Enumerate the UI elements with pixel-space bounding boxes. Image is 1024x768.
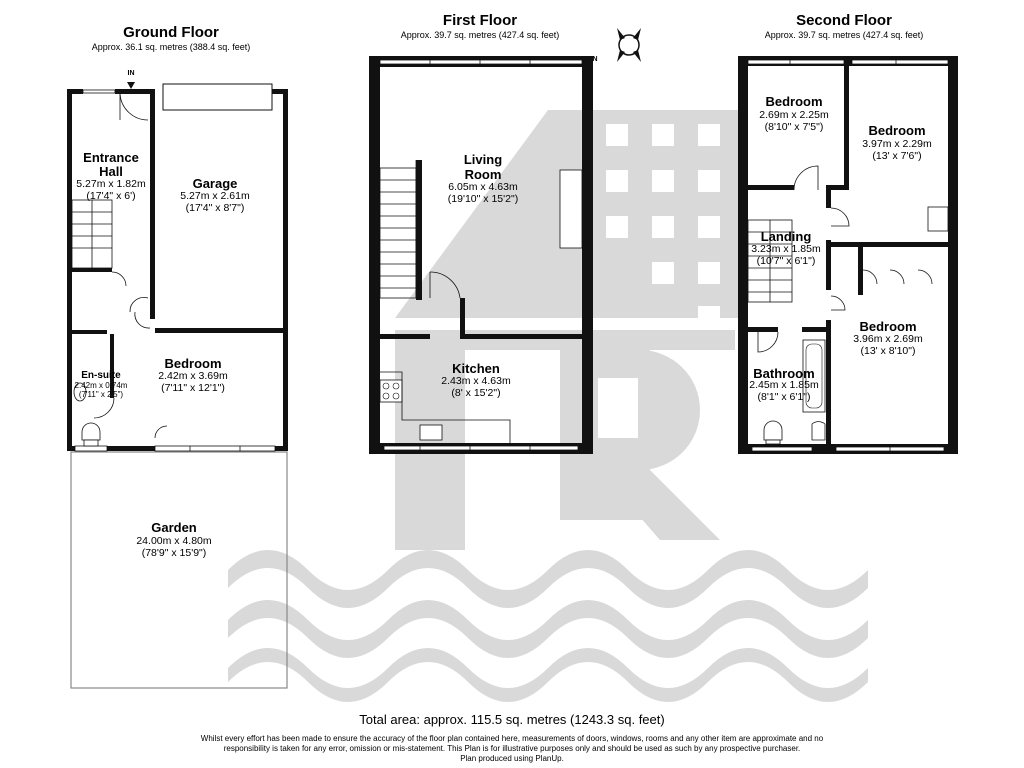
garage-name: Garage [192,176,238,191]
garden-metric: 24.00m x 4.80m [136,535,212,547]
bedroom-b-metric: 3.97m x 2.29m [862,138,932,150]
entrance-hall-name-line2: Hall [99,164,123,179]
en-suite-metric: 2.42m x 0.74m [74,381,128,390]
second-floor-title: Second Floor [796,12,892,29]
living-room-name-line1: Living [463,152,503,167]
bathroom-name: Bathroom [753,366,815,381]
entrance-hall-metric: 5.27m x 1.82m [76,178,146,190]
ground-floor-title: Ground Floor [123,24,219,41]
living-room-name-line2: Room [464,167,502,182]
garden-imperial: (78'9" x 15'9") [141,547,207,559]
compass-icon [617,28,641,62]
disclaimer-line-1: Whilst every effort has been made to ensure the accuracy of the floor plan contained here, measurements of doors, windows, rooms and any other item are approximate and no [200,734,824,743]
bedroom-b-name: Bedroom [868,123,926,138]
first-floor-title: First Floor [442,12,518,29]
kitchen-name: Kitchen [452,361,500,376]
entrance-in-label: IN [127,70,135,77]
bedroom-a-imperial: (8'10" x 7'5") [764,121,824,133]
garage-imperial: (17'4" x 8'7") [185,202,245,214]
garden-name: Garden [151,520,197,535]
bedroom-c-name: Bedroom [859,319,917,334]
disclaimer-line-2: responsibility is taken for any error, omission or mis-statement. This Plan is for illustrative purposes only and should be used as such by any prospective purchaser. [223,744,801,753]
en-suite-imperial: (7'11" x 2'5") [78,390,124,399]
bedroom-c-metric: 3.96m x 2.69m [853,333,923,345]
living-room-metric: 6.05m x 4.63m [448,181,518,193]
ground-bedroom-name: Bedroom [164,356,222,371]
watermark-logo [228,110,868,702]
ground-bedroom-metric: 2.42m x 3.69m [158,370,228,382]
total-area: Total area: approx. 115.5 sq. metres (1243.3 sq. feet) [359,712,665,727]
bathroom-metric: 2.45m x 1.85m [749,379,819,391]
landing-metric: 3.23m x 1.85m [751,243,821,255]
bedroom-a-name: Bedroom [765,94,823,109]
living-room-imperial: (19'10" x 15'2") [447,193,519,205]
compass-north-label: N [592,56,598,63]
bathroom-imperial: (8'1" x 6'1") [757,391,811,403]
landing-imperial: (10'7" x 6'1") [756,255,816,267]
entrance-hall-name-line1: Entrance [83,150,139,165]
first-floor-area: Approx. 39.7 sq. metres (427.4 sq. feet) [400,30,560,40]
bedroom-c-imperial: (13' x 8'10") [860,345,916,357]
garage-metric: 5.27m x 2.61m [180,190,250,202]
bedroom-b-imperial: (13' x 7'6") [872,150,922,162]
bedroom-a-metric: 2.69m x 2.25m [759,109,829,121]
entrance-hall-imperial: (17'4" x 6') [86,190,136,202]
en-suite-name: En-suite [81,370,121,381]
second-floor-area: Approx. 39.7 sq. metres (427.4 sq. feet) [764,30,924,40]
disclaimer-line-3: Plan produced using PlanUp. [460,754,564,763]
kitchen-imperial: (8' x 15'2") [451,387,501,399]
ground-bedroom-imperial: (7'11" x 12'1") [161,382,225,394]
landing-name: Landing [760,229,812,244]
kitchen-metric: 2.43m x 4.63m [441,375,511,387]
ground-floor-area: Approx. 36.1 sq. metres (388.4 sq. feet) [91,42,251,52]
